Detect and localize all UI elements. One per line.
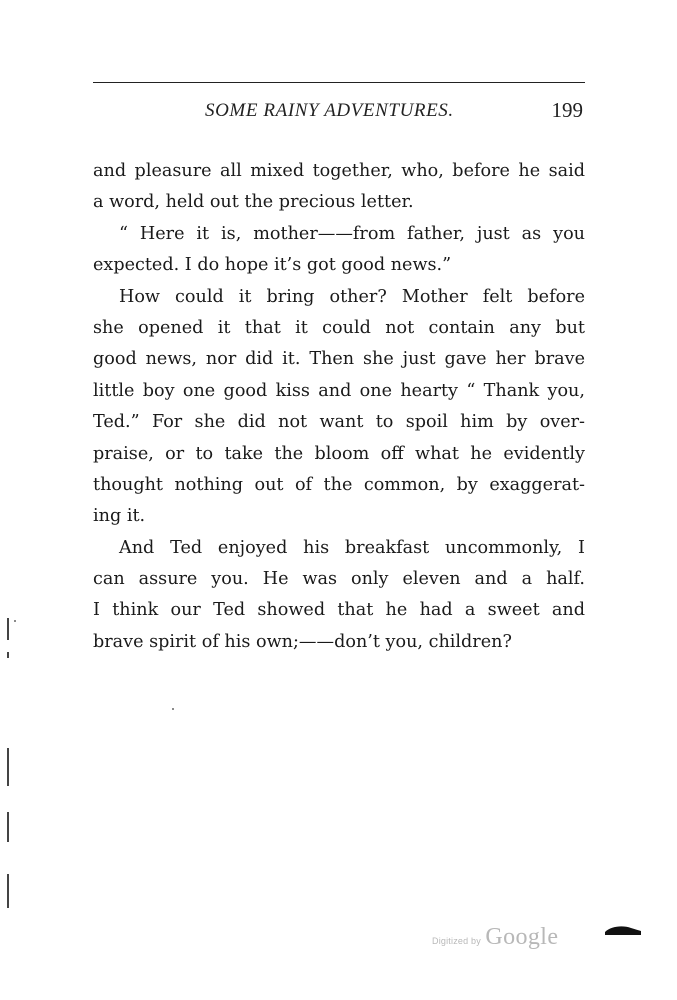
page-curl-mark bbox=[605, 925, 641, 936]
text-line: “ Here it is, mother——from father, just as you bbox=[119, 223, 585, 244]
watermark-prefix: Digitized by bbox=[432, 936, 481, 946]
text-line: praise, or to take the bloom off what he evidently bbox=[93, 443, 585, 464]
scan-edge-mark bbox=[7, 748, 9, 786]
scan-edge-mark bbox=[7, 652, 9, 658]
running-head bbox=[93, 100, 585, 128]
scan-edge-mark bbox=[7, 618, 9, 640]
text-line: How could it bring other? Mother felt before bbox=[119, 286, 585, 307]
text-line: little boy one good kiss and one hearty “ Thank you, bbox=[93, 380, 585, 401]
scan-speck bbox=[172, 708, 174, 710]
text-line: and pleasure all mixed together, who, before he said bbox=[93, 161, 585, 181]
header-rule bbox=[93, 82, 585, 83]
text-line: expected. I do hope it’s got good news.” bbox=[93, 255, 452, 276]
text-line: I think our Ted showed that he had a sweet and bbox=[93, 600, 585, 621]
text-line: And Ted enjoyed his breakfast uncommonly, I bbox=[119, 537, 585, 558]
scan-speck bbox=[14, 620, 16, 622]
text-line: Ted.” For she did not want to spoil him by over- bbox=[93, 412, 585, 433]
google-logo: Google bbox=[485, 924, 559, 950]
text-line: good news, nor did it. Then she just gave her brave bbox=[93, 349, 585, 370]
text-line: brave spirit of his own;——don’t you, children? bbox=[93, 631, 512, 652]
scan-edge-mark bbox=[7, 874, 9, 908]
running-title: SOME RAINY ADVENTURES. bbox=[205, 100, 454, 121]
text-line: can assure you. He was only eleven and a half. bbox=[93, 569, 585, 590]
page-number: 199 bbox=[551, 98, 583, 122]
body-text bbox=[93, 156, 585, 658]
text-line: a word, held out the precious letter. bbox=[93, 192, 414, 213]
text-line: thought nothing out of the common, by exaggerat- bbox=[93, 474, 585, 495]
digitized-watermark bbox=[432, 924, 558, 951]
scan-edge-mark bbox=[7, 812, 9, 842]
text-line: ing it. bbox=[93, 506, 146, 527]
text-line: she opened it that it could not contain any but bbox=[93, 317, 585, 338]
